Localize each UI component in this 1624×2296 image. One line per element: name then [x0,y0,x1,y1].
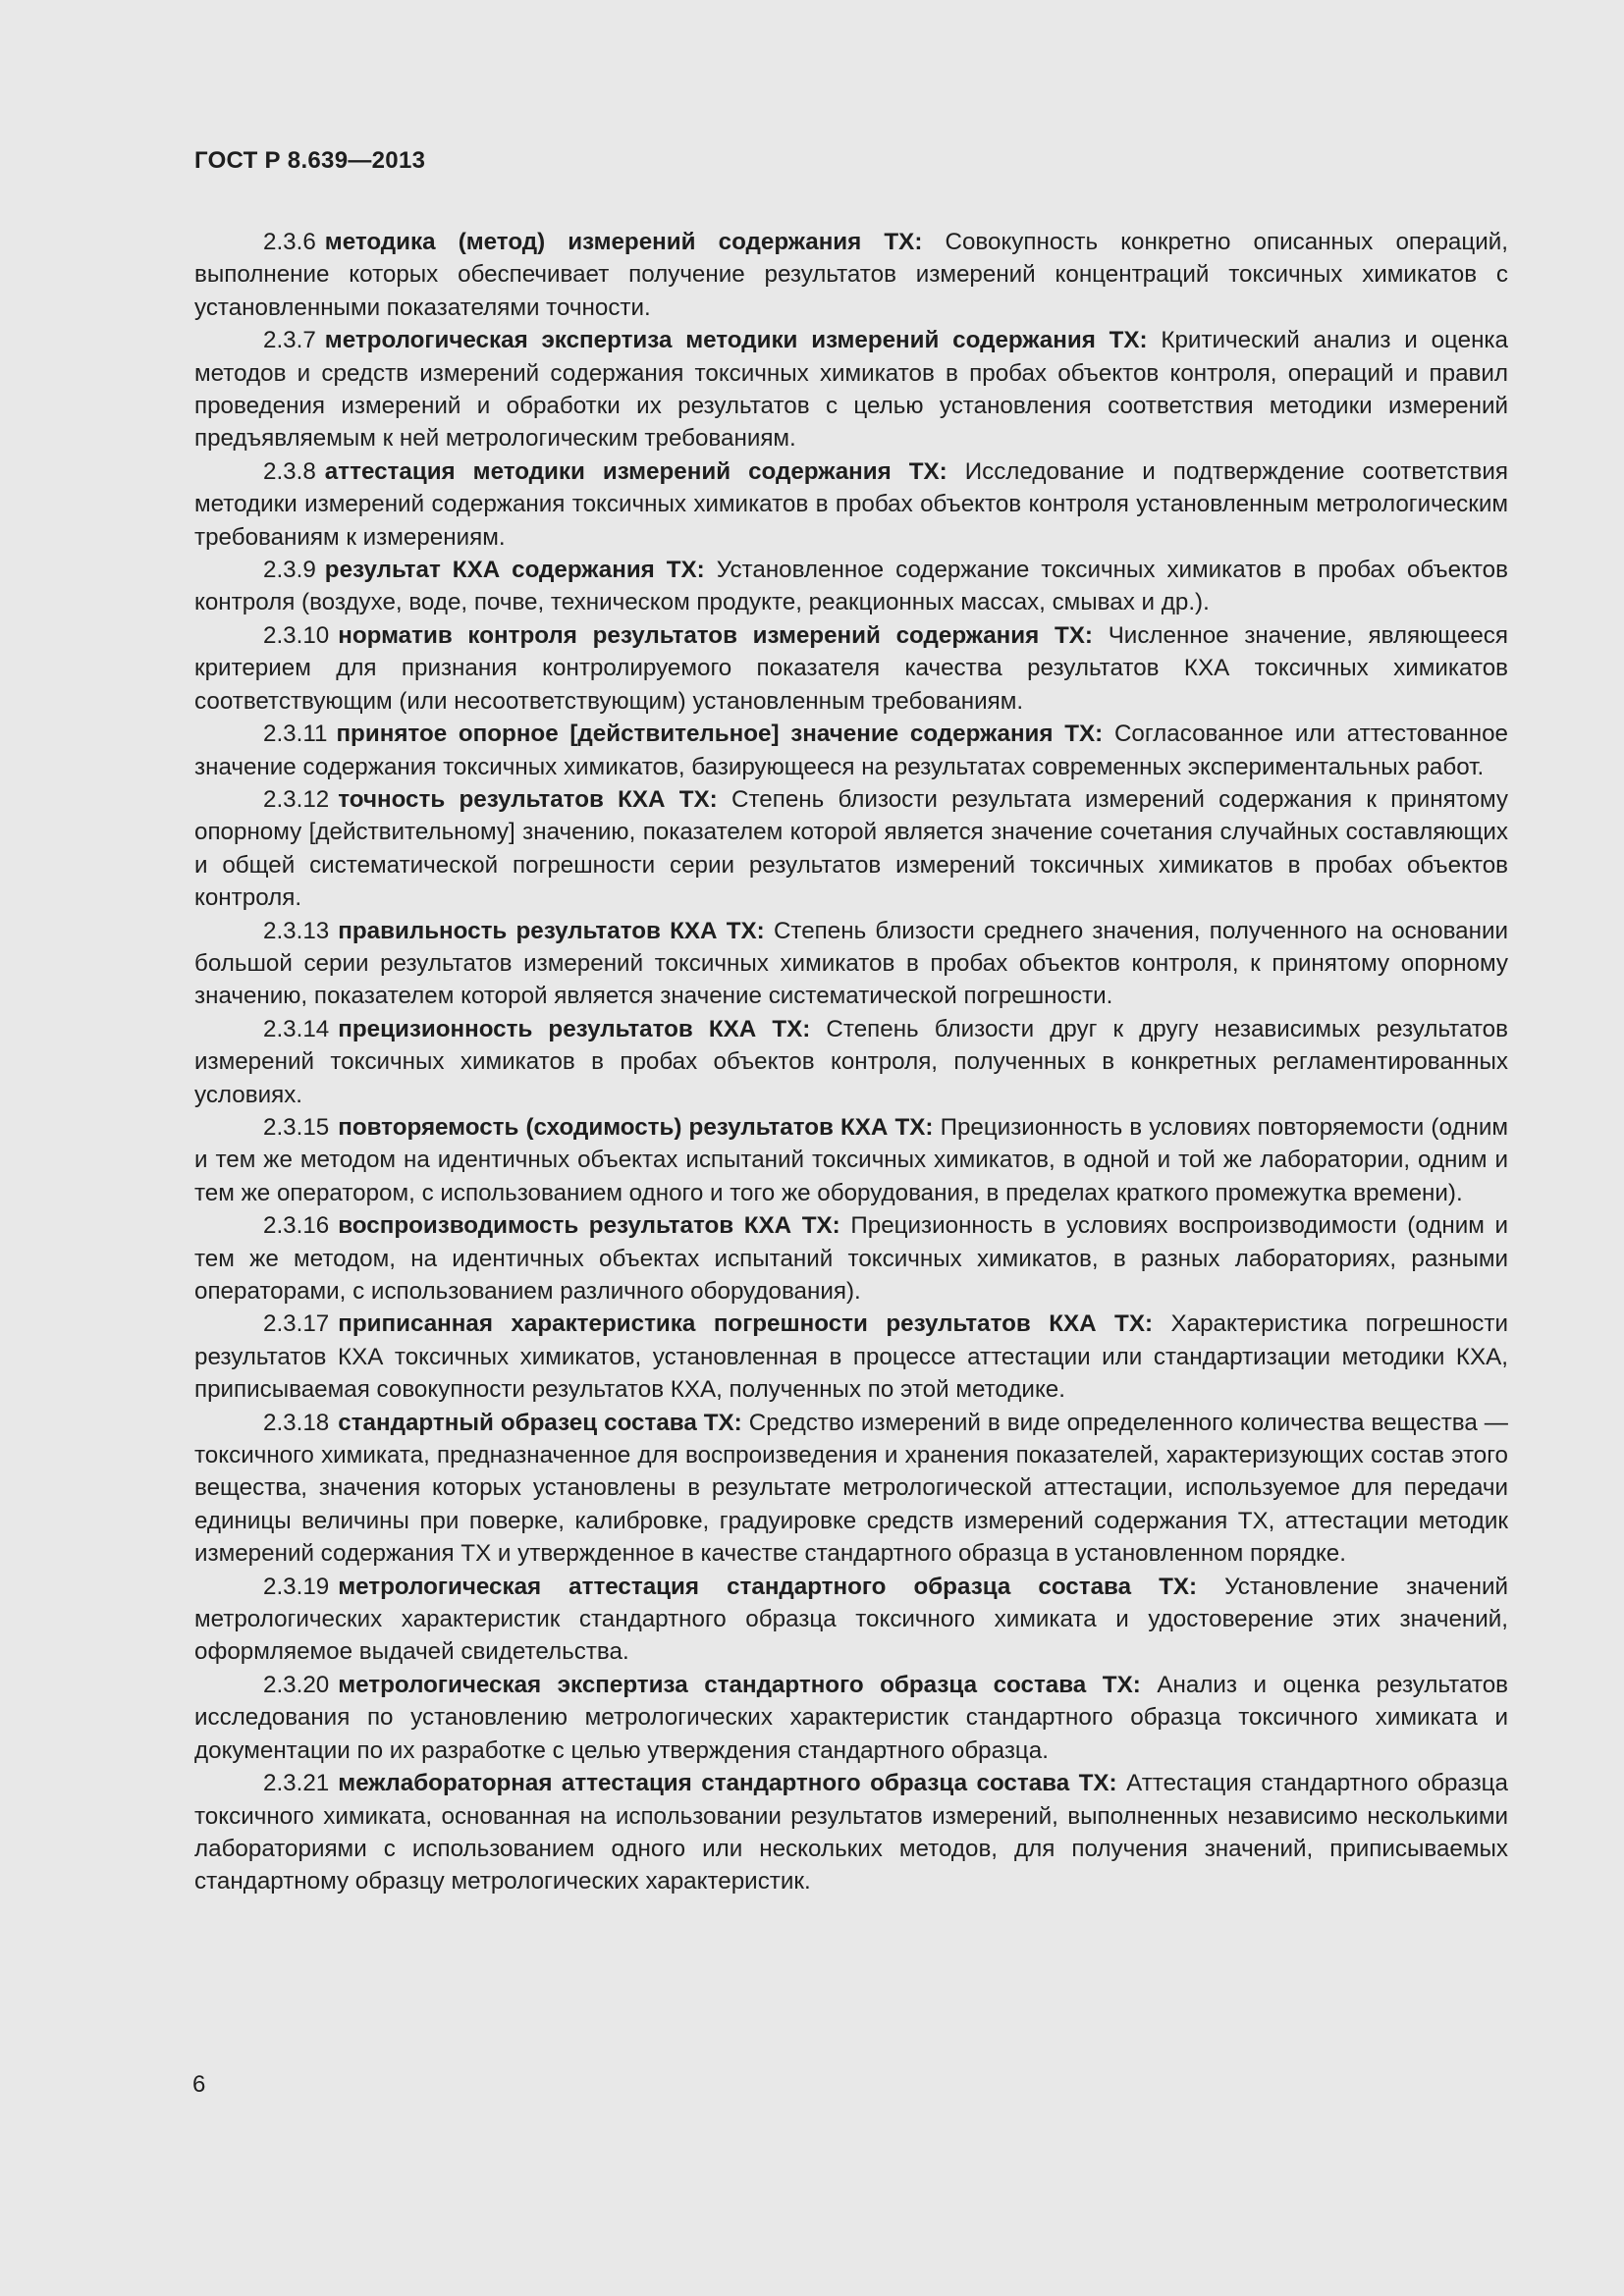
definition-entry [194,1013,1508,1111]
entry-term: точность результатов КХА ТХ: [338,785,718,813]
entry-definition: Исследование и подтверждение соответствия методики измерений содержания токсичных химикатов в пробах объектов контроля установленным метрологическим требованиям к измерениям. [194,457,1508,551]
definition-entry [194,1407,1508,1571]
entry-definition: Согласованное или аттестованное значение содержания токсичных химикатов, базирующееся на результатах современных экспериментальных работ. [194,721,1508,780]
entry-term: воспроизводимость результатов КХА ТХ: [338,1212,840,1240]
entry-term: методика (метод) измерений содержания ТХ: [324,229,923,255]
entry-number: 2.3.7 [263,327,316,354]
entry-number: 2.3.13 [263,917,330,944]
entry-number: 2.3.10 [263,621,330,649]
entry-number: 2.3.19 [263,1573,330,1600]
entry-term: аттестация методики измерений содержания ТХ: [324,457,947,485]
entry-definition: Степень близости среднего значения, полученного на основании большой серии результатов измерений токсичных химикатов в пробах объектов контроля, к принятому опорному значению, показателем которой является значение систематической погрешности. [194,917,1508,1010]
definition-entry [194,226,1508,324]
entry-term: метрологическая экспертиза методики измерений содержания ТХ: [324,327,1148,354]
definition-entry [194,915,1508,1013]
definition-entry [194,619,1508,718]
entry-number: 2.3.15 [263,1113,330,1141]
entry-term: повторяемость (сходимость) результатов КХА ТХ: [338,1113,934,1141]
entry-number: 2.3.8 [263,457,316,485]
entry-definition: Характеристика погрешности результатов КХА токсичных химикатов, установленная в процессе аттестации или стандартизации методики КХА, приписываемая совокупности результатов КХА, полученных по этой методике. [194,1310,1508,1404]
entry-number: 2.3.12 [263,785,330,813]
entry-number: 2.3.20 [263,1671,330,1698]
entry-number: 2.3.21 [263,1770,330,1797]
entry-number: 2.3.6 [263,229,316,255]
document-header: ГОСТ Р 8.639—2013 [194,147,426,174]
entry-definition: Прецизионность в условиях повторяемости (одним и тем же методом на идентичных объектах испытаний токсичных химикатов, в одной и той же лаборатории, одним и тем же оператором, с использованием одного и того же оборудования, в пределах краткого промежутка времени). [194,1113,1508,1206]
entry-term: норматив контроля результатов измерений содержания ТХ: [338,621,1093,649]
entry-definition: Установление значений метрологических характеристик стандартного образца токсичного химиката и удостоверение этих значений, оформляемое выдачей свидетельства. [194,1573,1508,1666]
definitions-list [194,226,1508,1898]
entry-definition: Численное значение, являющееся критерием для признания контролируемого показателя качества результатов КХА токсичных химикатов соответствующим (или несоответствующим) установленным требованиям. [194,621,1508,715]
entry-number: 2.3.11 [263,721,328,748]
entry-number: 2.3.9 [263,557,316,584]
entry-term: стандартный образец состава ТХ: [338,1409,742,1436]
definition-entry [194,1669,1508,1767]
definition-entry [194,455,1508,554]
entry-number: 2.3.18 [263,1409,330,1436]
definition-entry [194,554,1508,619]
entry-term: метрологическая аттестация стандартного образца состава ТХ: [338,1573,1198,1600]
entry-definition: Анализ и оценка результатов исследования по установлению метрологических характеристик стандартного образца токсичного химиката и документации по их разработке с целью утверждения стандартного образца. [194,1671,1508,1764]
definition-entry [194,324,1508,455]
definition-entry [194,718,1508,783]
entry-term: прецизионность результатов КХА ТХ: [338,1015,811,1042]
definition-entry [194,1111,1508,1209]
entry-number: 2.3.14 [263,1015,330,1042]
entry-term: принятое опорное [действительное] значение содержания ТХ: [336,721,1104,748]
definition-entry [194,1571,1508,1669]
entry-term: межлабораторная аттестация стандартного образца состава ТХ: [338,1770,1117,1797]
entry-definition: Средство измерений в виде определенного количества вещества — токсичного химиката, предназначенное для воспроизведения и хранения показателей, характеризующих состав этого вещества, значения которых установлены в результате метрологической аттестации, используемое для передачи единицы величины при поверке, калибровке, градуировке средств измерений содержания ТХ, аттестации методик измерений содержания ТХ и утвержденное в качестве стандартного образца в установленном порядке. [194,1409,1508,1568]
entry-definition: Установленное содержание токсичных химикатов в пробах объектов контроля (воздухе, воде, почве, техническом продукте, реакционных массах, смывах и др.). [194,557,1508,616]
definition-entry [194,783,1508,915]
entry-definition: Совокупность конкретно описанных операций, выполнение которых обеспечивает получение результатов измерений концентраций токсичных химикатов с установленными показателями точности. [194,229,1508,321]
entry-definition: Прецизионность в условиях воспроизводимости (одним и тем же методом, на идентичных объектах испытаний токсичных химикатов, в разных лабораториях, разными операторами, с использованием различного оборудования). [194,1212,1508,1305]
entry-definition: Степень близости результата измерений содержания к принятому опорному [действительному] значению, показателем которой является значение сочетания случайных составляющих и общей систематической погрешности серии результатов измерений токсичных химикатов в пробах объектов контроля. [194,785,1508,912]
entry-term: метрологическая экспертиза стандартного образца состава ТХ: [338,1671,1141,1698]
entry-definition: Критический анализ и оценка методов и средств измерений содержания токсичных химикатов в пробах объектов контроля, операций и правил проведения измерений и обработки их результатов с целью установления соответствия методики измерений предъявляемым к ней метрологическим требованиям. [194,327,1508,453]
definition-entry [194,1209,1508,1308]
entry-term: результат КХА содержания ТХ: [324,557,705,584]
entry-definition: Степень близости друг к другу независимых результатов измерений токсичных химикатов в пробах объектов контроля, полученных в конкретных регламентированных условиях. [194,1015,1508,1108]
definition-entry [194,1767,1508,1898]
entry-term: приписанная характеристика погрешности результатов КХА ТХ: [338,1310,1154,1338]
entry-number: 2.3.16 [263,1212,330,1240]
entry-definition: Аттестация стандартного образца токсичного химиката, основанная на использовании результатов измерений, выполненных независимо несколькими лабораториями с использованием одного или нескольких методов, для получения значений, приписываемых стандартному образцу метрологических характеристик. [194,1770,1508,1896]
entry-number: 2.3.17 [263,1310,330,1338]
definition-entry [194,1308,1508,1406]
page-number: 6 [192,2071,206,2098]
entry-term: правильность результатов КХА ТХ: [338,917,765,944]
